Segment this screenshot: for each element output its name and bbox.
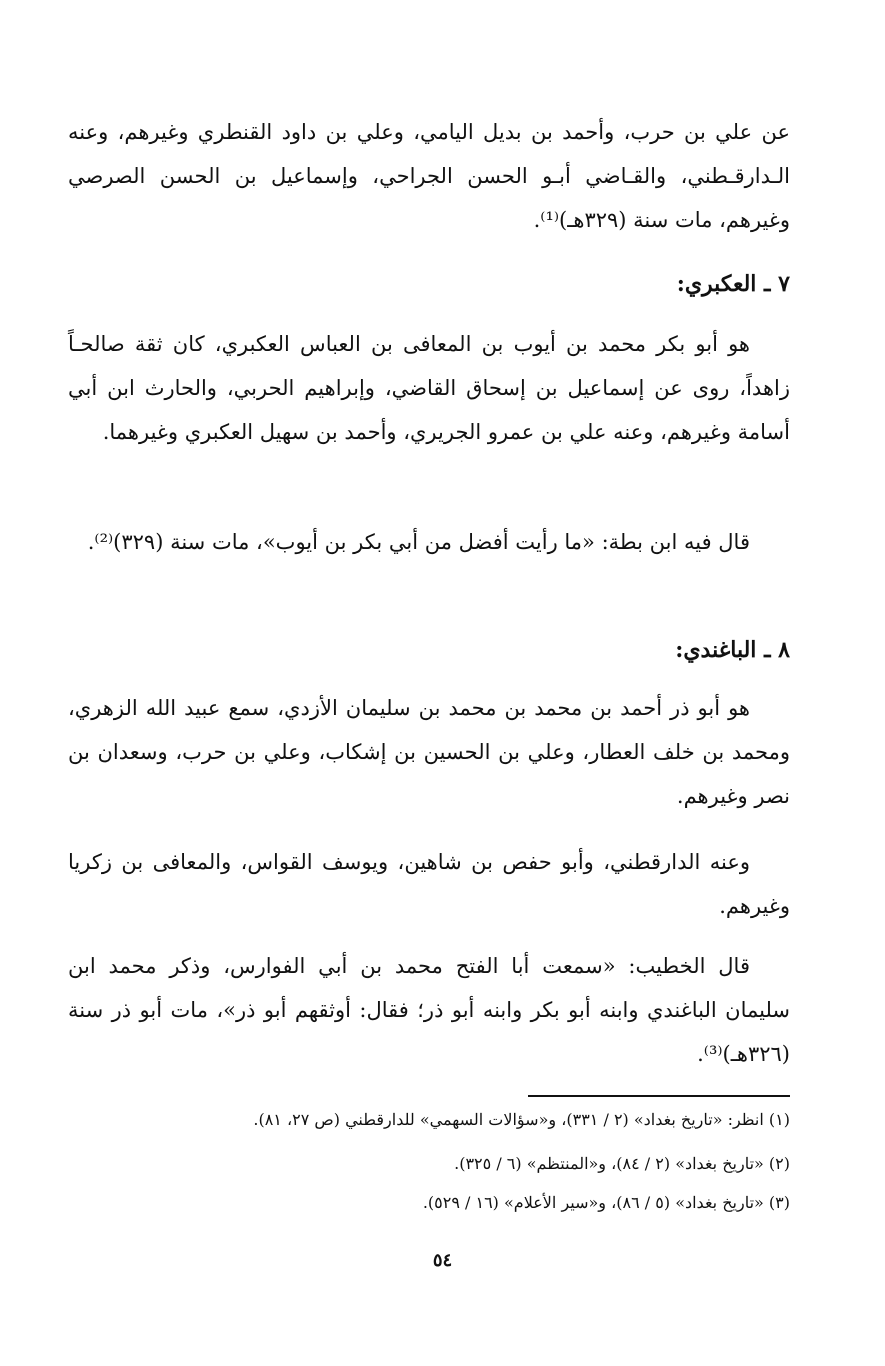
heading-akbari [68, 264, 790, 304]
paragraph-text [68, 686, 790, 818]
paragraph-content: وعنه الدارقطني، وأبو حفص بن شاهين، ويوسف القواس، والمعافى بن زكريا وغيرهم. [68, 850, 790, 918]
paragraph-4 [68, 686, 790, 818]
paragraph-content: قال فيه ابن بطة: «ما رأيت أفضل من أبي بكر بن أيوب»، مات سنة (٣٢٩)⁽²⁾. [87, 530, 750, 554]
paragraph-6 [68, 944, 790, 1076]
paragraph-content: هو أبو بكر محمد بن أيوب بن المعافى بن العباس العكبري، كان ثقة صالحـاً زاهداً، روى عن إسماعيل بن إسحاق القاضي، وإبراهيم الحربي، والحارث ابن أبي أسامة وغيرهم، وعنه علي بن عمرو الجريري، وأحمد بن سهيل العكبري وغيرهما. [68, 332, 790, 444]
footnote-separator [528, 1095, 790, 1097]
paragraph-text [68, 944, 790, 1076]
footnote-1: (١) انظر: «تاريخ بغداد» (٢ / ٣٣١)، و«سؤالات السهمي» للدارقطني (ص ٢٧، ٨١). [253, 1110, 790, 1129]
paragraph-text: عن علي بن حرب، وأحمد بن بديل اليامي، وعلي بن داود القنطري وغيرهم، وعنه الـدارقـطني، والقـاضي أبـو الحسن الجراحي، وإسماعيل بن الحسن الصرصي وغيرهم، مات سنة (٣٢٩هـ)⁽¹⁾. [68, 120, 790, 232]
footnote-2: (٢) «تاريخ بغداد» (٢ / ٨٤)، و«المنتظم» (٦ / ٣٢٥). [454, 1154, 790, 1173]
paragraph-text [68, 520, 790, 564]
paragraph-content: قال الخطيب: «سمعت أبا الفتح محمد بن أبي الفوارس، وذكر محمد ابن سليمان الباغندي وابنه أبو بكر وابنه أبو ذر؛ فقال: أوثقهم أبو ذر»، مات أبو ذر سنة (٣٢٦هـ)⁽³⁾. [68, 954, 790, 1066]
paragraph-text [68, 840, 790, 928]
heading-baghandi [68, 630, 790, 670]
paragraph-5 [68, 840, 790, 928]
paragraph-3 [68, 520, 790, 564]
section-heading: ٧ ـ العكبري: [676, 271, 790, 297]
section-heading: ٨ ـ الباغندي: [675, 637, 790, 663]
paragraph-content: هو أبو ذر أحمد بن محمد بن محمد بن سليمان الأزدي، سمع عبيد الله الزهري، ومحمد بن خلف العطار، وعلي بن الحسين بن إشكاب، وعلي بن حرب، وسعدان بن نصر وغيرهم. [68, 696, 790, 808]
paragraph-2 [68, 322, 790, 454]
footnote-3: (٣) «تاريخ بغداد» (٥ / ٨٦)، و«سير الأعلام» (١٦ / ٥٢٩). [422, 1193, 790, 1212]
page-number: ٥٤ [432, 1250, 453, 1271]
paragraph-1 [68, 110, 790, 242]
paragraph-text [68, 322, 790, 454]
